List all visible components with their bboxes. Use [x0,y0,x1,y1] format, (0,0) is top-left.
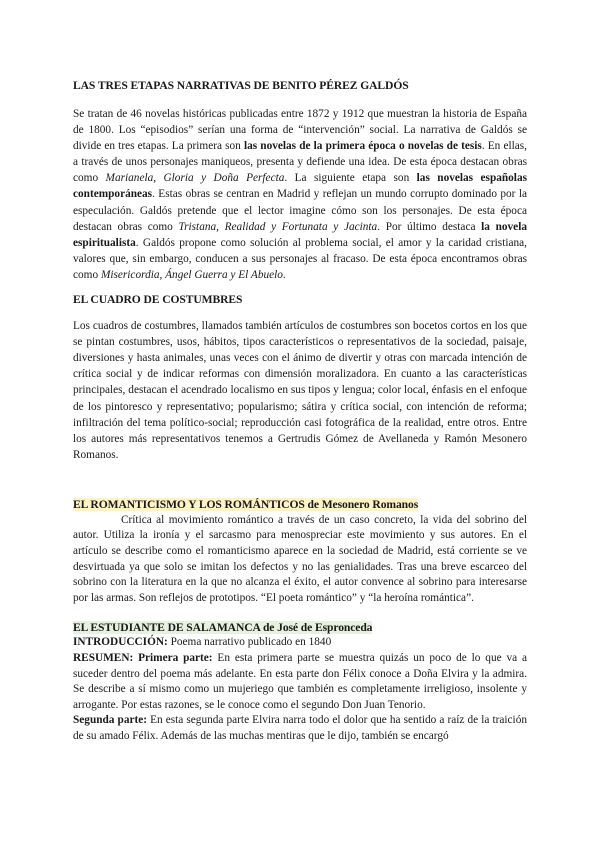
article-title: EL ROMANTICISMO Y LOS ROMÁNTICOS [73,497,305,511]
segunda-paragraph [73,713,527,744]
romanticismo-paragraph: Crítica al movimiento romántico a través de un caso concreto, la vida del sobrino del autor. Utiliza la ironía y el sarcasmo para menospreciar este movimiento y sus autores. En el artículo se describe como el romanticismo aparece en la sociedad de Madrid, está corriente se ve desvirtuada ya que solo se imitan los defectos y no las genialidades. Tras una breve escarceo del sobrino con la literatura en la que no alcanza el éxito, el autor convence al sobrino para interesarse por las armas. Son reflejos de prototipos. “El poeta romántico” y “la heroína romántica”. [73,513,527,604]
bold-run: las novelas de la primera época o novelas de tesis [243,140,482,153]
segunda-label: Segunda parte: [73,714,148,727]
italic-run: Misericordia, Ángel Guerra y El Abuelo [100,268,283,281]
article-author: de Mesonero Romanos [304,497,419,511]
resumen-paragraph [73,651,527,713]
resumen-text: En esta primera parte se muestra quizás un poco de lo que va a suceder dentro del poema más adelante. En esta parte don Félix conoce a Doña Elvira y la admira. Se describe a sí mismo como un mujeriego que también es completamente irreligioso, insolente y arrogante. Por estas razones, se le conoce como el segundo Don Juan Tenorio. [73,652,527,711]
intro-label: INTRODUCCIÓN: [73,636,168,649]
text-run: . Galdós propone como solución al problema social, el amor y la caridad cristiana, valores que, sin embargo, conducen a sus personajes al fracaso. De esta época encontramos obras como [73,236,527,281]
heading-highlight [73,621,372,634]
poem-title: EL ESTUDIANTE DE SALAMANCA [73,621,261,635]
italic-run: Tristana, Realidad y Fortunata y Jacinta [178,220,378,233]
italic-run: Marianela, Gloria y Doña Perfecta [105,172,285,185]
heading-highlight [73,498,418,511]
text-run: . [282,268,286,281]
segunda-text: En esta segunda parte Elvira narra todo el dolor que ha sentido a raíz de la traición de su amado Félix. Además de las muchas mentiras que le dijo, también se encargó [73,714,527,742]
galdos-paragraph [73,106,527,283]
costumbres-paragraph: Los cuadros de costumbres, llamados también artículos de costumbres son bocetos cortos en los que se pintan costumbres, usos, hábitos, tipos característicos o representativos de la sociedad, paisaje, diversiones y hasta animales, unas veces con el ánimo de divertir y otras con marcada intención de crítica social y de indicar reformas con dimensión moralizadora. En cuanto a las características principales, destacan el acendrado localismo en sus tipos y lengua; color local, énfasis en el enfoque de los pintoresco y representativo; popularismo; sátira y crítica social, con intención de reforma; infiltración del tema político-social; reproducción casi fotográfica de la realidad, entre otros. Entre los autores más representativos tenemos a Gertrudis Gómez de Avellaneda y Ramón Mesonero Romanos. [73,320,527,461]
text-run: . Por último destaca [377,220,482,233]
intro-text: Poema narrativo publicado en 1840 [167,636,332,649]
intro-line [73,635,527,651]
estudiante-heading [73,620,527,635]
galdos-heading: LAS TRES ETAPAS NARRATIVAS DE BENITO PÉREZ GALDÓS [73,79,409,92]
text-run: . La siguiente etapa son [284,172,417,185]
text-run: . En ellas, a través de unos personajes maniqueos, presenta y defiende una idea. De esta época destacan obras como [73,140,527,185]
romanticismo-heading [73,497,527,512]
poem-author: de José de Espronceda [260,621,373,635]
bold-run: las novelas españolas contemporáneas [73,172,527,201]
resumen-label: RESUMEN: Primera parte: [73,652,213,665]
text-run: Se tratan de 46 novelas históricas publicadas entre 1872 y 1912 que muestran la historia de España de 1800. Los “episodios” serían una forma de “intervención” social. La narrativa de Galdós se divide en tres etapas. La primera son [73,108,527,153]
bold-run: la novela espiritualista [73,220,527,249]
costumbres-heading: EL CUADRO DE COSTUMBRES [73,293,243,307]
text-run: . Estas obras se centran en Madrid y reflejan un mundo corrupto dominado por la especulación. Galdós pretende que el lector imagine cómo son los personajes. De esta época destacan obras como [73,188,527,233]
